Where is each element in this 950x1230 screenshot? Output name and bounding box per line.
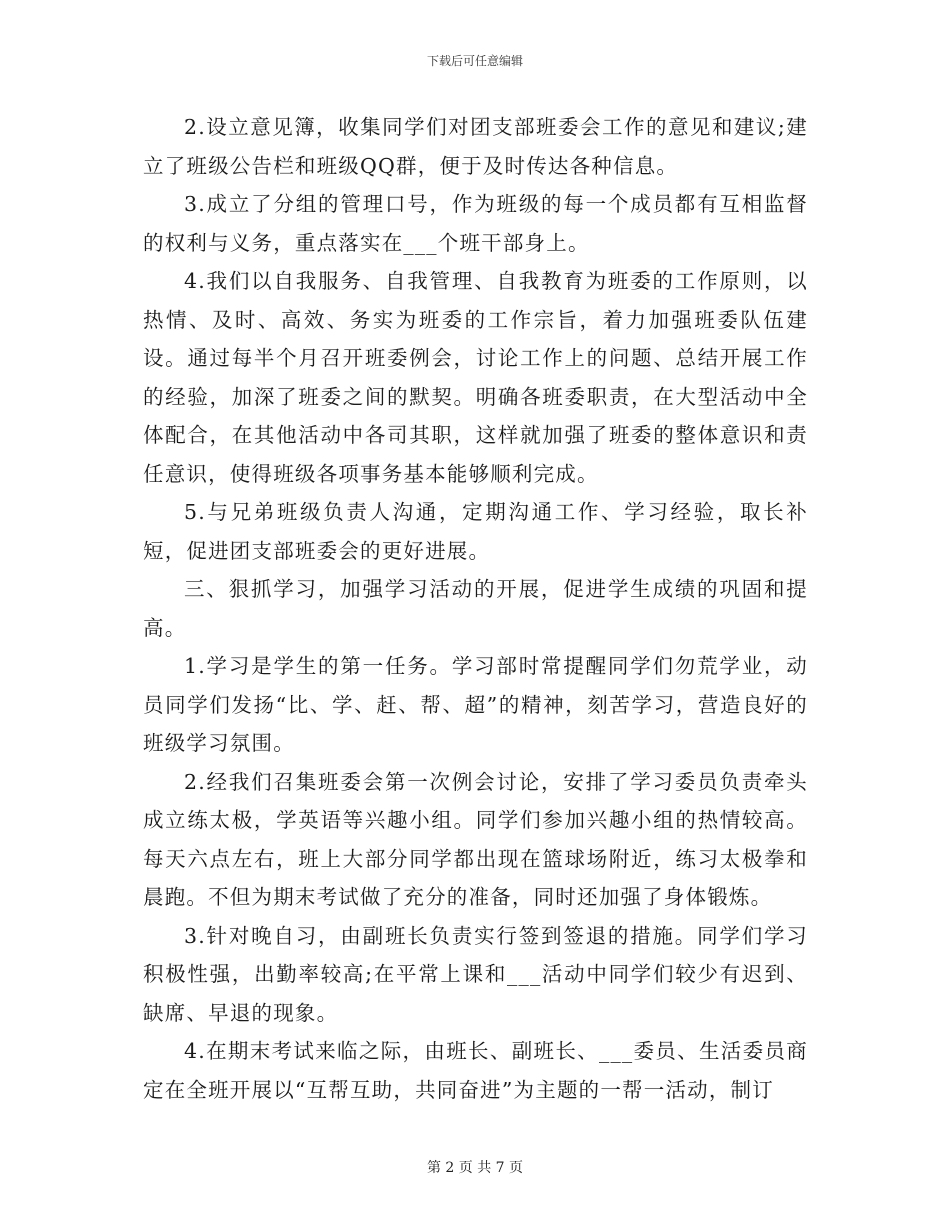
paragraph: 4.在期末考试来临之际，由班长、副班长、___委员、生活委员商定在全班开展以“互帮互助，共同奋进”为主题的一帮一活动，制订: [143, 1039, 808, 1102]
paragraph: 3.成立了分组的管理口号，作为班级的每一个成员都有互相监督的权利与义务，重点落实在___个班干部身上。: [143, 192, 808, 255]
paragraph: 2.设立意见簿，收集同学们对团支部班委会工作的意见和建议;建立了班级公告栏和班级QQ群，便于及时传达各种信息。: [143, 115, 808, 178]
paragraph: 4.我们以自我服务、自我管理、自我教育为班委的工作原则，以热情、及时、高效、务实为班委的工作宗旨，着力加强班委队伍建设。通过每半个月召开班委例会，讨论工作上的问题、总结开展工作的经验，加深了班委之间的默契。明确各班委职责，在大型活动中全体配合，在其他活动中各司其职，这样就加强了班委的整体意识和责任意识，使得班级各项事务基本能够顺利完成。: [143, 269, 808, 486]
paragraph: 5.与兄弟班级负责人沟通，定期沟通工作、学习经验，取长补短，促进团支部班委会的更好进展。: [143, 500, 808, 563]
section-heading-paragraph: 三、狠抓学习，加强学习活动的开展，促进学生成绩的巩固和提高。: [143, 577, 808, 640]
paragraph: 3.针对晚自习，由副班长负责实行签到签退的措施。同学们学习积极性强，出勤率较高;在平常上课和___活动中同学们较少有迟到、缺席、早退的现象。: [143, 923, 808, 1025]
page-number: 第 2 页 共 7 页: [426, 1160, 524, 1176]
paragraph: 2.经我们召集班委会第一次例会讨论，安排了学习委员负责牵头成立练太极，学英语等兴趣小组。同学们参加兴趣小组的热情较高。每天六点左右，班上大部分同学都出现在篮球场附近，练习太极拳和晨跑。不但为期末考试做了充分的准备，同时还加强了身体锻炼。: [143, 769, 808, 909]
document-body: [143, 108, 808, 1109]
page-header-note: 下载后可任意编辑: [426, 54, 523, 68]
paragraph: 1.学习是学生的第一任务。学习部时常提醒同学们勿荒学业，动员同学们发扬“比、学、赶、帮、超”的精神，刻苦学习，营造良好的班级学习氛围。: [143, 654, 808, 755]
